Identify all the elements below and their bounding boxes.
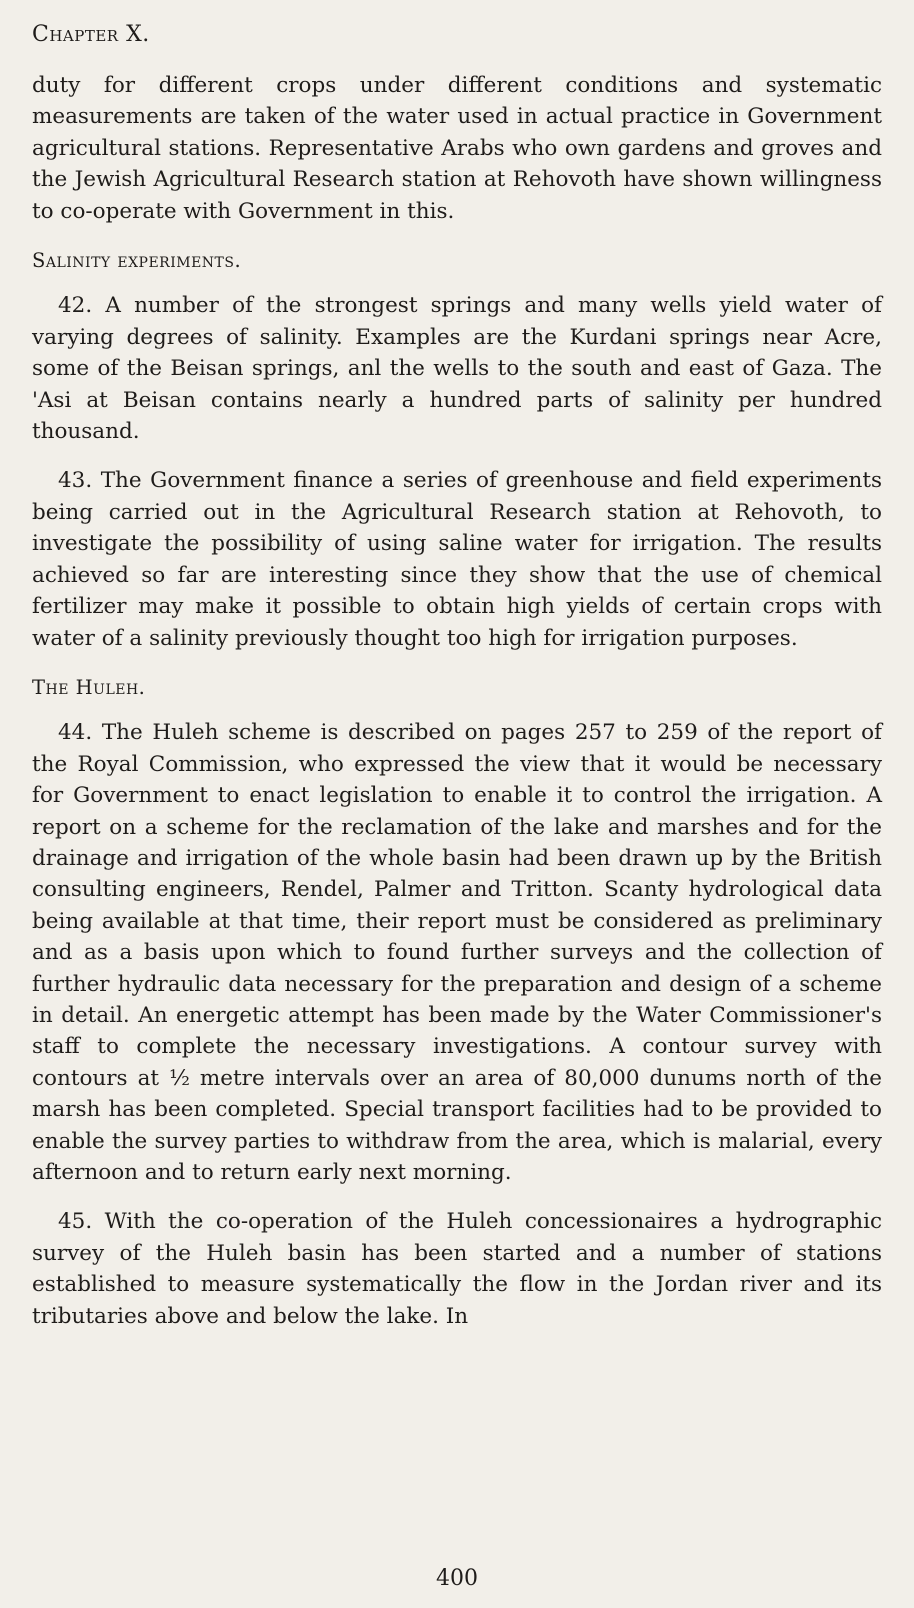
chapter-header: Chapter X. xyxy=(32,22,150,47)
paragraph-intro: duty for different crops under different conditions and systematic measurements are taken of the water used in actual practice in Government agricultural stations. Representative Arabs who own gardens and groves and the Jewish Agricultural Research station at Rehovoth have shown willingness to co-operate with Government in this. xyxy=(32,73,882,224)
paragraph-44: 44. The Huleh scheme is described on pages 257 to 259 of the report of the Royal Commission, who expressed the view that it would be necessary for Government to enact legislation to enable it to control the irrigation. A report on a scheme for the reclamation of the lake and marshes and for the drainage and irrigation of the whole basin had been drawn up by the British consulting engineers, Rendel, Palmer and Tritton. Scanty hydrological data being available at that time, their report must be considered as preliminary and as a basis upon which to found further surveys and the collection of further hydraulic data necessary for the preparation and design of a scheme in detail. An energetic attempt has been made by the Water Commissioner's staff to complete the necessary investigations. A contour survey with contours at ½ metre intervals over an area of 80,000 dunums north of the marsh has been completed. Special transport facilities had to be provided to enable the survey parties to withdraw from the area, which is malarial, every afternoon and to return early next morning. xyxy=(32,720,882,1185)
body-text xyxy=(32,70,882,1332)
paragraph-43: 43. The Government finance a series of greenhouse and field experiments being carried out in the Agricultural Research station at Rehovoth, to investigate the possibility of using saline water for irrigation. The results achieved so far are interesting since they show that the use of chemical fertilizer may make it possible to obtain high yields of certain crops with water of a salinity previously thought too high for irrigation purposes. xyxy=(32,468,882,651)
page-number: 400 xyxy=(436,1566,478,1591)
section-heading-huleh: The Huleh. xyxy=(32,675,146,699)
section-heading-salinity: Salinity experiments. xyxy=(32,249,242,273)
paragraph-42: 42. A number of the strongest springs and many wells yield water of varying degrees of salinity. Examples are the Kurdani springs near Acre, some of the Beisan springs, anl the wells to the south and east of Gaza. The 'Asi at Beisan contains nearly a hundred parts of salinity per hundred thousand. xyxy=(32,293,882,445)
paragraph-45: 45. With the co-operation of the Huleh concessionaires a hydrographic survey of the Huleh basin has been started and a number of stations established to measure systematically the flow in the Jordan river and its tributaries above and below the lake. In xyxy=(32,1209,882,1329)
